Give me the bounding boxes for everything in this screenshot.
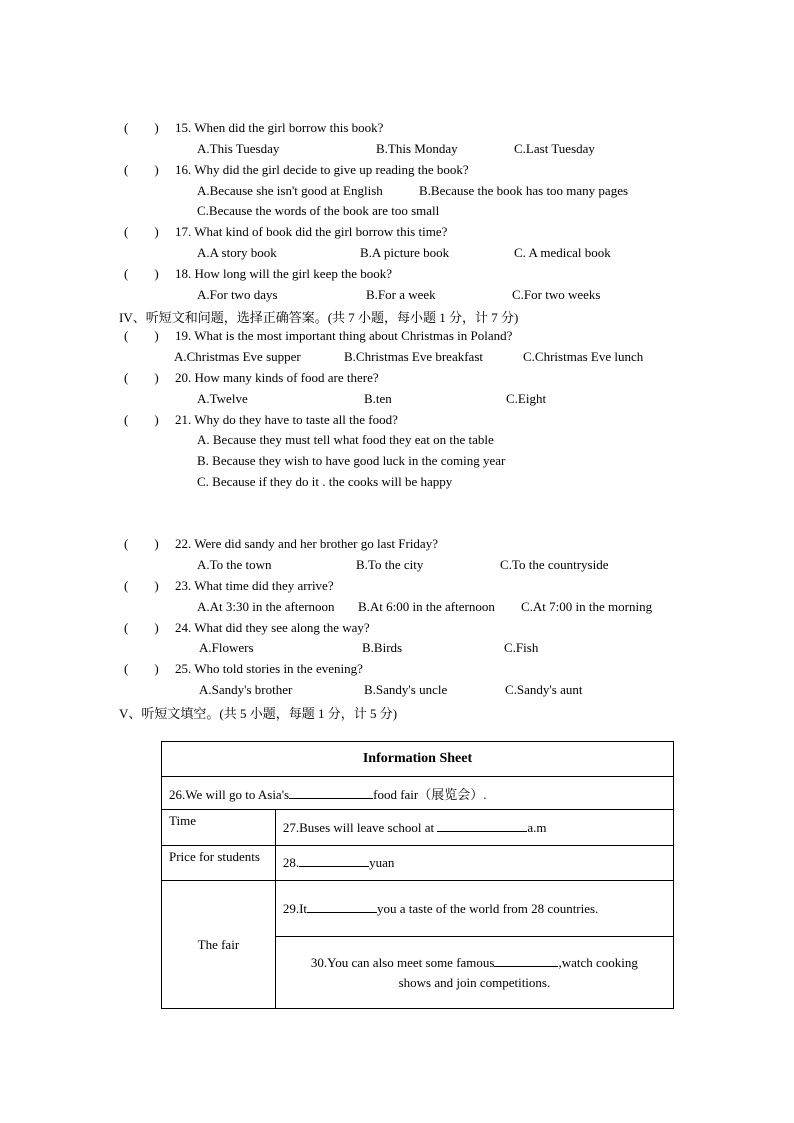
question-text: 17. What kind of book did the girl borrow this time? bbox=[175, 224, 448, 239]
question-text: 25. Who told stories in the evening? bbox=[175, 661, 363, 676]
answer-paren[interactable]: ( ) bbox=[124, 578, 159, 593]
option-b: B. Because they wish to have good luck in the coming year bbox=[197, 453, 506, 468]
option-c: C.Sandy's aunt bbox=[505, 682, 583, 697]
question-text: 20. How many kinds of food are there? bbox=[175, 370, 379, 385]
option-a: A.Christmas Eve supper bbox=[174, 349, 301, 364]
q26-prefix: 26.We will go to Asia's bbox=[169, 786, 290, 802]
q26-suffix: food fair（展览会）. bbox=[373, 786, 487, 802]
q30-line2: shows and join competitions. bbox=[398, 974, 551, 990]
q29-prefix: 29.It bbox=[282, 900, 308, 916]
option-b: B.ten bbox=[364, 391, 392, 406]
q30-suffix: ,watch cooking bbox=[558, 954, 638, 970]
option-a: A.For two days bbox=[197, 287, 278, 302]
sheet-row-28 bbox=[275, 846, 673, 881]
question-text: 18. How long will the girl keep the book? bbox=[175, 266, 392, 281]
q30-blank[interactable] bbox=[494, 955, 558, 967]
option-c: C. A medical book bbox=[514, 245, 611, 260]
sheet-title: Information Sheet bbox=[162, 742, 674, 777]
option-a: A.At 3:30 in the afternoon bbox=[197, 599, 335, 614]
option-b: B.To the city bbox=[356, 557, 424, 572]
sheet-row-29 bbox=[275, 881, 673, 937]
sheet-row-27 bbox=[275, 810, 673, 846]
option-a: A.Twelve bbox=[197, 391, 248, 406]
option-a: A.Flowers bbox=[199, 640, 254, 655]
section-iv-heading: IV、听短文和问题，选择正确答案。(共 7 小题，每小题 1 分，计 7 分) bbox=[119, 310, 519, 325]
option-c: C.To the countryside bbox=[500, 557, 609, 572]
option-b: B.Christmas Eve breakfast bbox=[344, 349, 483, 364]
option-c: C. Because if they do it . the cooks will be happy bbox=[197, 474, 453, 489]
time-label: Time bbox=[162, 810, 276, 846]
answer-paren[interactable]: ( ) bbox=[124, 412, 159, 427]
q28-prefix: 28. bbox=[282, 855, 300, 870]
answer-paren[interactable]: ( ) bbox=[124, 661, 159, 676]
answer-paren[interactable]: ( ) bbox=[124, 162, 159, 177]
q27-prefix: 27.Buses will leave school at bbox=[282, 819, 435, 835]
option-b: B.This Monday bbox=[376, 141, 458, 156]
answer-paren[interactable]: ( ) bbox=[124, 266, 159, 281]
option-c: C.At 7:00 in the morning bbox=[521, 599, 653, 614]
option-a: A.A story book bbox=[197, 245, 277, 260]
option-b: B.For a week bbox=[366, 287, 436, 302]
question-text: 23. What time did they arrive? bbox=[175, 578, 334, 593]
price-label: Price for students bbox=[162, 846, 276, 881]
option-a: A.Sandy's brother bbox=[199, 682, 293, 697]
answer-paren[interactable]: ( ) bbox=[124, 620, 159, 635]
option-a: A. Because they must tell what food they eat on the table bbox=[197, 432, 494, 447]
question-text: 15. When did the girl borrow this book? bbox=[175, 120, 384, 135]
section-v-heading: V、听短文填空。(共 5 小题，每题 1 分，计 5 分) bbox=[119, 706, 398, 721]
option-c: C.Fish bbox=[504, 640, 539, 655]
q29-blank[interactable] bbox=[307, 901, 377, 913]
sheet-row-30 bbox=[275, 937, 673, 1009]
q27-blank[interactable] bbox=[437, 820, 527, 832]
question-text: 22. Were did sandy and her brother go last Friday? bbox=[175, 536, 438, 551]
option-b: B.At 6:00 in the afternoon bbox=[358, 599, 495, 614]
question-text: 16. Why did the girl decide to give up reading the book? bbox=[175, 162, 469, 177]
answer-paren[interactable]: ( ) bbox=[124, 224, 159, 239]
option-a: A.This Tuesday bbox=[197, 141, 280, 156]
option-b: B.Because the book has too many pages bbox=[419, 183, 629, 198]
answer-paren[interactable]: ( ) bbox=[124, 370, 159, 385]
answer-paren[interactable]: ( ) bbox=[124, 536, 159, 551]
question-text: 21. Why do they have to taste all the food? bbox=[175, 412, 398, 427]
option-c: C.Christmas Eve lunch bbox=[523, 349, 644, 364]
option-b: B.Birds bbox=[362, 640, 403, 655]
q28-blank[interactable] bbox=[299, 855, 369, 867]
option-b: B.A picture book bbox=[360, 245, 450, 260]
option-c: C.Because the words of the book are too small bbox=[197, 203, 440, 218]
q29-suffix: you a taste of the world from 28 countries. bbox=[377, 900, 599, 916]
option-c: C.Eight bbox=[506, 391, 547, 406]
q26-blank[interactable] bbox=[289, 787, 373, 799]
q28-suffix: yuan bbox=[369, 855, 395, 870]
option-c: C.For two weeks bbox=[512, 287, 601, 302]
question-text: 24. What did they see along the way? bbox=[175, 620, 370, 635]
q27-suffix: a.m bbox=[527, 819, 547, 835]
answer-paren[interactable]: ( ) bbox=[124, 328, 159, 343]
option-b: B.Sandy's uncle bbox=[364, 682, 448, 697]
question-text: 19. What is the most important thing about Christmas in Poland? bbox=[175, 328, 513, 343]
information-sheet bbox=[161, 741, 674, 1009]
q30-prefix: 30.You can also meet some famous bbox=[310, 954, 495, 970]
option-a: A.Because she isn't good at English bbox=[197, 183, 383, 198]
answer-paren[interactable]: ( ) bbox=[124, 120, 159, 135]
option-c: C.Last Tuesday bbox=[514, 141, 595, 156]
option-a: A.To the town bbox=[197, 557, 272, 572]
fair-label: The fair bbox=[162, 881, 276, 1009]
sheet-row-26 bbox=[162, 777, 674, 810]
